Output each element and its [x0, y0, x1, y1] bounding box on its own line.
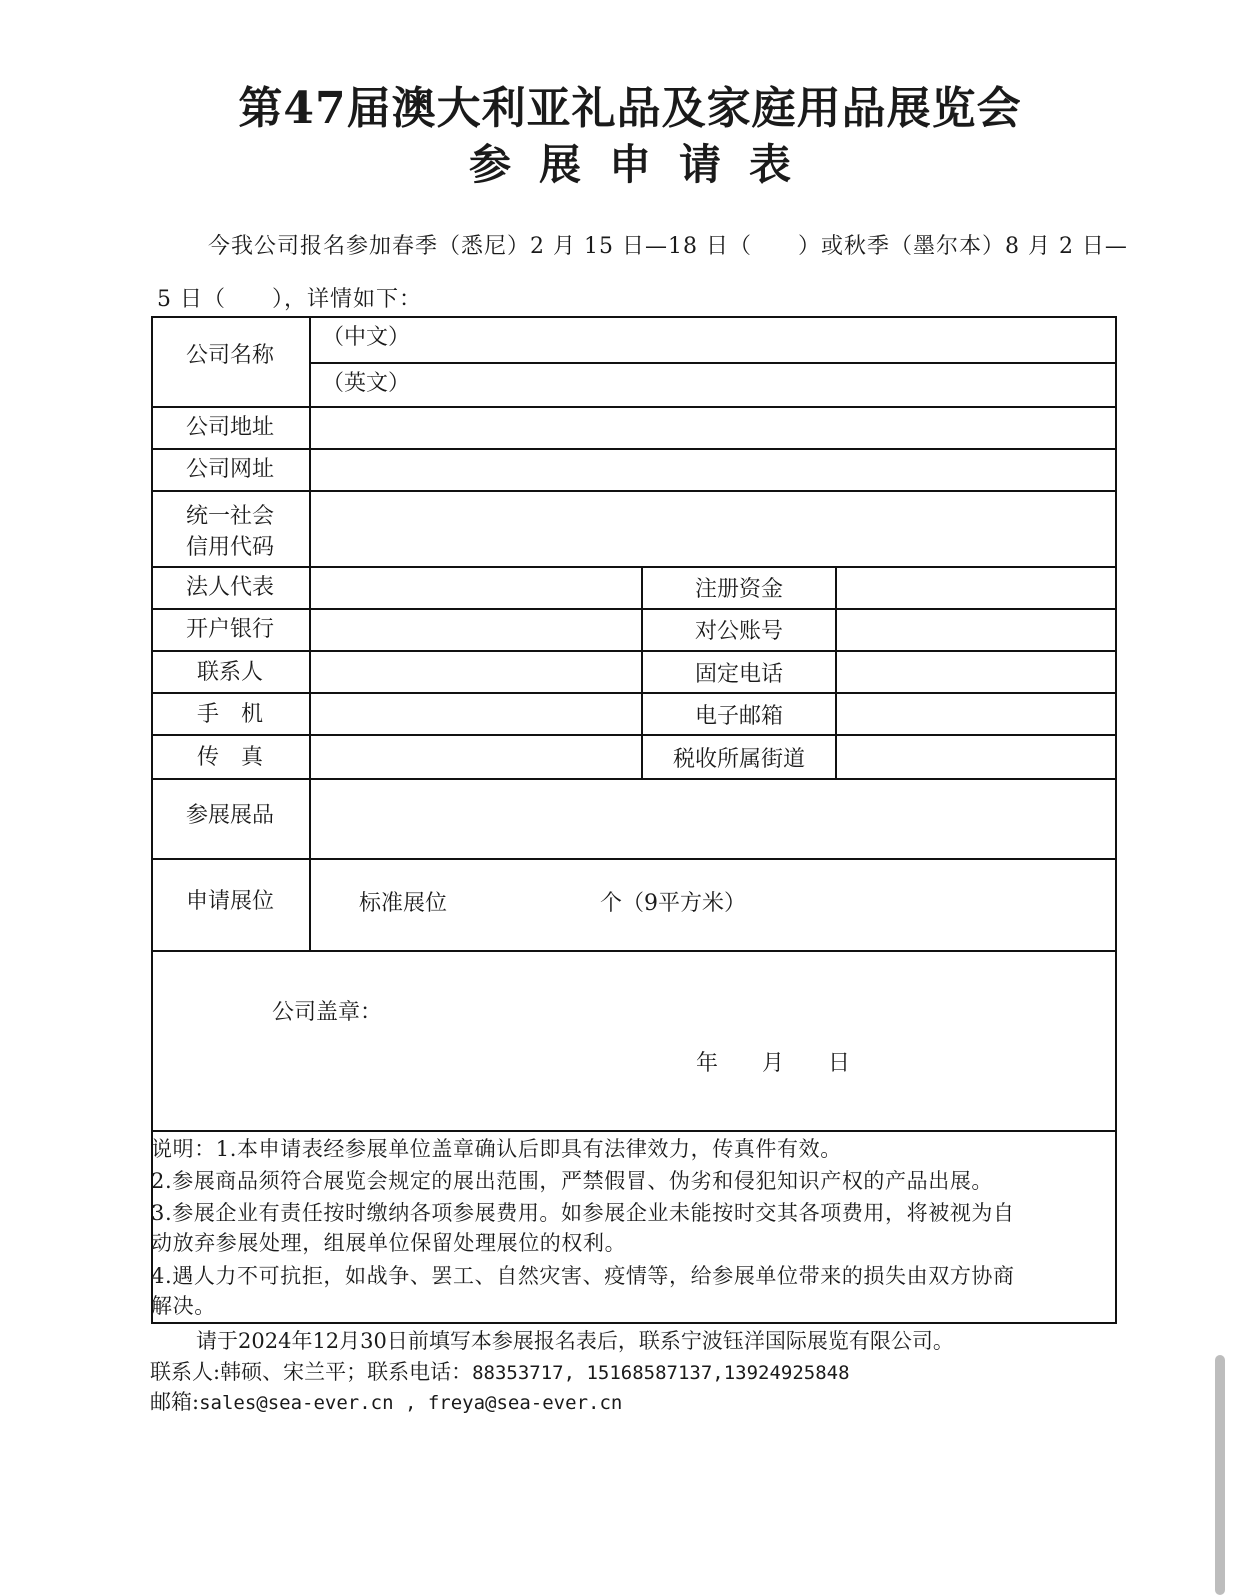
company-address-label: 公司地址 [185, 415, 274, 440]
booth-label: 申请展位 [185, 889, 274, 914]
landline-input[interactable] [838, 652, 1112, 690]
registered-capital-input[interactable] [838, 568, 1112, 606]
intro-line-2: 5 日（ ），详情如下： [157, 287, 422, 312]
bank-input[interactable] [312, 610, 639, 648]
fax-input[interactable] [312, 736, 639, 776]
email-label: 电子邮箱 [694, 704, 783, 729]
company-stamp-area[interactable] [390, 970, 790, 1030]
standard-booth-label: 标准展位 [359, 891, 448, 916]
credit-code-label-line-2: 信用代码 [185, 535, 274, 560]
contact-label: 联系人 [196, 660, 263, 685]
bank-label: 开户银行 [185, 617, 274, 642]
tax-street-input[interactable] [838, 736, 1112, 776]
emails-line [150, 1386, 622, 1416]
emails-prefix: 邮箱: [150, 1390, 200, 1414]
company-name-label: 公司名称 [185, 343, 274, 368]
exhibits-input[interactable] [312, 780, 1112, 856]
note-4-line-1: 4.遇人力不可抗拒，如战争、罢工、自然灾害、疫情等，给参展单位带来的损失由双方协商 [151, 1264, 1015, 1288]
form-title: 第47届澳大利亚礼品及家庭用品展览会 [238, 83, 1022, 134]
mobile-label: 手 机 [196, 702, 263, 727]
date-label: 年 月 日 [696, 1051, 851, 1076]
note-2: 2.参展商品须符合展览会规定的展出范围，严禁假冒、伪劣和侵犯知识产权的产品出展。 [151, 1169, 994, 1193]
legal-rep-input[interactable] [312, 568, 639, 606]
fax-label: 传 真 [196, 745, 263, 770]
account-input[interactable] [838, 610, 1112, 648]
legal-rep-label: 法人代表 [185, 575, 274, 600]
company-name-cn-input[interactable] [420, 318, 1110, 360]
company-name-en-input[interactable] [420, 364, 1110, 404]
registered-capital-label: 注册资金 [694, 577, 783, 602]
company-address-input[interactable] [312, 408, 1112, 446]
note-3-line-1: 3.参展企业有责任按时缴纳各项参展费用。如参展企业未能按时交其各项费用，将被视为自 [151, 1201, 1015, 1225]
email-input[interactable] [838, 694, 1112, 732]
deadline-note: 请于2024年12月30日前填写本参展报名表后，联系宁波钰洋国际展览有限公司。 [196, 1329, 954, 1353]
booth-unit-label: 个（9平方米） [600, 891, 746, 916]
company-website-input[interactable] [312, 450, 1112, 488]
note-4-line-2: 解决。 [151, 1294, 216, 1318]
vertical-scrollbar[interactable] [1215, 1355, 1225, 1595]
credit-code-label-line-1: 统一社会 [185, 504, 274, 529]
company-website-label: 公司网址 [185, 457, 274, 482]
contact-phones: 88353717, 15168587137,13924925848 [472, 1362, 850, 1384]
contacts-line [150, 1356, 850, 1386]
form-subtitle: 参展申请表 [468, 140, 819, 189]
landline-label: 固定电话 [694, 662, 783, 687]
booth-count-input[interactable] [470, 872, 590, 912]
note-1: 说明：1.本申请表经参展单位盖章确认后即具有法律效力，传真件有效。 [151, 1137, 842, 1161]
tax-street-label: 税收所属街道 [672, 747, 805, 772]
company-stamp-label: 公司盖章： [272, 1000, 383, 1025]
mobile-input[interactable] [312, 694, 639, 732]
contact-input[interactable] [312, 652, 639, 690]
contacts-prefix: 联系人:韩硕、宋兰平；联系电话： [150, 1360, 473, 1384]
account-label: 对公账号 [694, 619, 783, 644]
exhibits-label: 参展展品 [185, 803, 274, 828]
contact-emails[interactable]: sales@sea-ever.cn , freya@sea-ever.cn [199, 1392, 623, 1414]
intro-line-1: 今我公司报名参加春季（悉尼）2 月 15 日—18 日（ ）或秋季（墨尔本）8 月 2 日— [208, 234, 1128, 259]
company-name-en-hint: （英文） [322, 371, 411, 396]
credit-code-input[interactable] [312, 492, 1112, 564]
note-3-line-2: 动放弃参展处理，组展单位保留处理展位的权利。 [151, 1231, 627, 1255]
company-name-cn-hint: （中文） [322, 325, 411, 350]
